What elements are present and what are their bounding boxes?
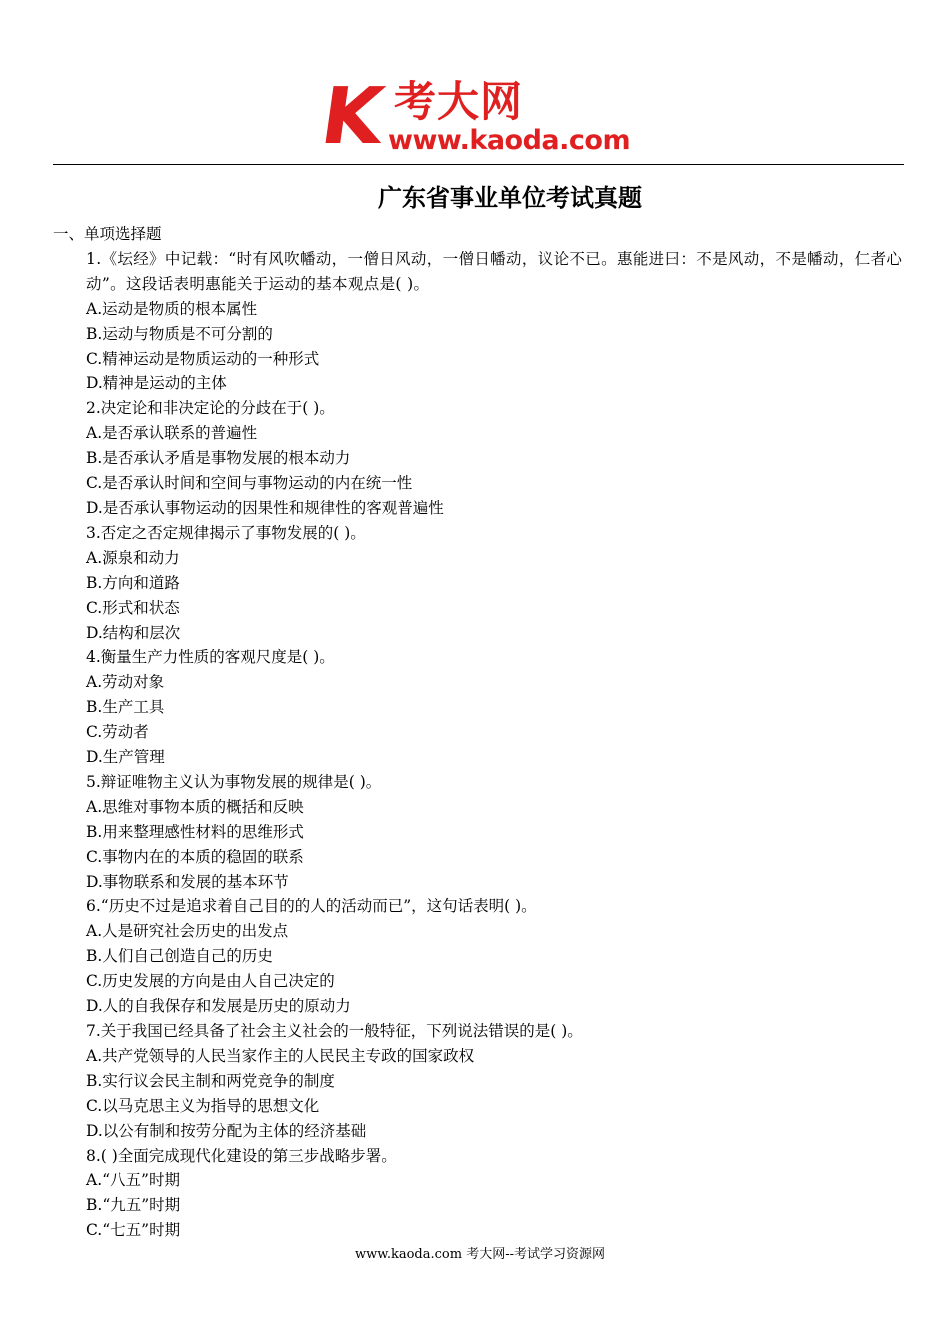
logo-k-mark: K — [315, 72, 387, 162]
header-divider — [53, 164, 904, 165]
option-line: B.人们自己创造自己的历史 — [86, 947, 273, 966]
logo-brand-name: 考大网 — [394, 77, 524, 126]
option-line: C.精神运动是物质运动的一种形式 — [86, 349, 320, 368]
option-line: D.是否承认事物运动的因果性和规律性的客观普遍性 — [86, 498, 444, 517]
question-line: 3.否定之否定规律揭示了事物发展的( )。 — [86, 523, 366, 542]
question-line: 5.辩证唯物主义认为事物发展的规律是( )。 — [86, 772, 382, 791]
question-1-text: 1.《坛经》中记载：“时有风吹幡动，一僧日风动，一僧日幡动，议论不已。惠能进曰：不是风动，不是幡动，仁者心动”。这段话表明惠能关于运动的基本观点是( )。 — [86, 249, 903, 293]
option-line: B.是否承认矛盾是事物发展的根本动力 — [86, 449, 351, 468]
option-line: B.“九五”时期 — [86, 1196, 181, 1215]
question-line: 8.( )全面完成现代化建设的第三步战略步署。 — [86, 1146, 397, 1165]
option-line: C.劳动者 — [86, 723, 149, 742]
option-line: D.结构和层次 — [86, 623, 181, 642]
option-line: D.精神是运动的主体 — [86, 374, 227, 393]
option-line: A.是否承认联系的普遍性 — [86, 424, 258, 443]
option-line: D.生产管理 — [86, 748, 165, 767]
option-line: C.形式和状态 — [86, 598, 180, 617]
logo-url: www.kaoda.com — [388, 125, 631, 156]
question-line: 7.关于我国已经具备了社会主义社会的一般特征，下列说法错误的是( )。 — [86, 1022, 583, 1040]
question-line: 2.决定论和非决定论的分歧在于( )。 — [86, 399, 335, 418]
question-line: 6.“历史不过是追求着自己目的的人的活动而已”，这句话表明( )。 — [86, 897, 537, 916]
option-line: A.劳动对象 — [86, 673, 165, 692]
option-line: A.人是研究社会历史的出发点 — [86, 922, 289, 941]
option-line: C.历史发展的方向是由人自己决定的 — [86, 972, 335, 991]
option-line: A.“八五”时期 — [86, 1171, 180, 1190]
option-line: A.源泉和动力 — [86, 548, 180, 567]
page-title: 广东省事业单位考试真题 — [378, 183, 642, 212]
option-line: D.以公有制和按劳分配为主体的经济基础 — [86, 1121, 367, 1140]
option-line: A.共产党领导的人民当家作主的人民民主专政的国家政权 — [86, 1046, 475, 1065]
option-line: D.人的自我保存和发展是历史的原动力 — [86, 997, 351, 1016]
option-line: B.实行议会民主制和两党竞争的制度 — [86, 1071, 335, 1090]
option-line: A.思维对事物本质的概括和反映 — [86, 797, 304, 816]
question-list — [53, 222, 906, 1243]
option-line: B.用来整理感性材料的思维形式 — [86, 822, 304, 841]
question-line: 4.衡量生产力性质的客观尺度是( )。 — [86, 648, 335, 667]
section-heading: 一、单项选择题 — [53, 225, 162, 243]
kaoda-logo — [315, 72, 642, 162]
option-line: B.生产工具 — [86, 698, 165, 717]
option-line: C.以马克思主义为指导的思想文化 — [86, 1096, 320, 1115]
option-line: B.运动与物质是不可分割的 — [86, 324, 273, 343]
option-line: C.是否承认时间和空间与事物运动的内在统一性 — [86, 474, 413, 493]
option-line: A.运动是物质的根本属性 — [86, 299, 258, 318]
option-line: C.事物内在的本质的稳固的联系 — [86, 847, 304, 866]
option-line: C.“七五”时期 — [86, 1221, 181, 1240]
option-line: B.方向和道路 — [86, 573, 180, 592]
page-footer: www.kaoda.com 考大网--考试学习资源网 — [355, 1247, 605, 1262]
option-line: D.事物联系和发展的基本环节 — [86, 872, 289, 891]
